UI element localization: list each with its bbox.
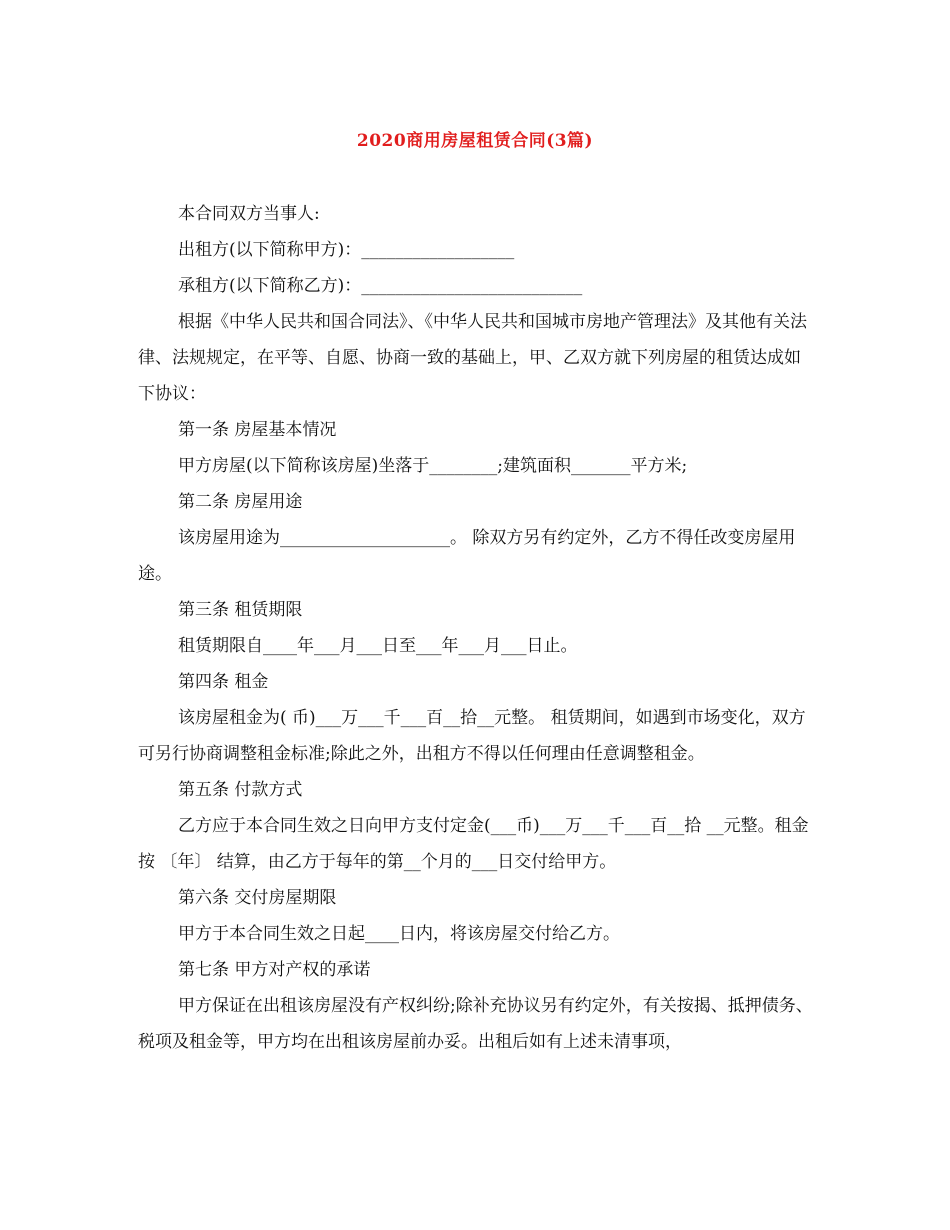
article-1-heading: 第一条 房屋基本情况 — [178, 420, 337, 440]
article-3-heading: 第三条 租赁期限 — [178, 600, 303, 620]
paragraph-parties-intro: 本合同双方当事人: — [178, 204, 320, 224]
article-2-heading: 第二条 房屋用途 — [178, 492, 303, 512]
article-6-text: 甲方于本合同生效之日起____日内，将该房屋交付给乙方。 — [178, 924, 620, 944]
article-3-text: 租赁期限自____年___月___日至___年___月___日止。 — [178, 636, 578, 656]
paragraph-lessee: 承租方(以下简称乙方)：__________________________ — [178, 276, 583, 296]
article-5-heading: 第五条 付款方式 — [178, 780, 303, 800]
paragraph-legal-basis: 根据《中华人民共和国合同法》、《中华人民共和国城市房地产管理法》及其他有关法律、法规规定，在平等、自愿、协商一致的基础上，甲、乙双方就下列房屋的租赁达成如下协议： — [138, 312, 807, 404]
paragraph-lessor: 出租方(以下简称甲方)：__________________ — [178, 240, 515, 260]
article-2-text: 该房屋用途为____________________。 除双方另有约定外，乙方不得任改变房屋用途。 — [138, 528, 796, 584]
article-4-text: 该房屋租金为( 币)___万___千___百__拾__元整。 租赁期间，如遇到市场变化，双方可另行协商调整租金标准;除此之外，出租方不得以任何理由任意调整租金。 — [138, 708, 806, 764]
article-7-text: 甲方保证在出租该房屋没有产权纠纷;除补充协议另有约定外，有关按揭、抵押债务、税项及租金等，甲方均在出租该房屋前办妥。出租后如有上述未清事项， — [138, 996, 813, 1052]
article-4-heading: 第四条 租金 — [178, 672, 269, 692]
article-7-heading: 第七条 甲方对产权的承诺 — [178, 960, 371, 980]
document-title: 2020商用房屋租赁合同(3篇) — [356, 131, 594, 151]
article-5-text: 乙方应于本合同生效之日向甲方支付定金(___币)___万___千___百__拾 __元整。租金按 〔年〕 结算，由乙方于每年的第__个月的___日交付给甲方。 — [138, 816, 809, 872]
document-body — [138, 196, 814, 1060]
article-6-heading: 第六条 交付房屋期限 — [178, 888, 337, 908]
article-1-text: 甲方房屋(以下简称该房屋)坐落于________;建筑面积_______平方米; — [178, 456, 688, 476]
